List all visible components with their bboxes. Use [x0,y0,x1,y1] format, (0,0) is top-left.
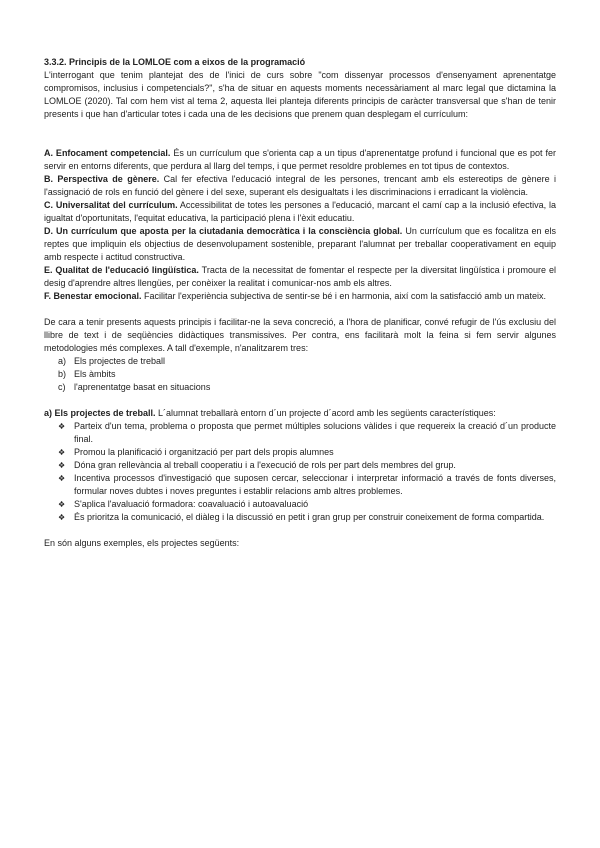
principle-f [44,290,556,303]
list-item-text: Dóna gran rellevància al treball cooperatiu i a l'execució de rols per part dels membres del grup. [74,460,456,470]
list-marker: a) [58,356,67,366]
list-item [44,368,556,381]
list-item-text: S'aplica l'avaluació formadora: coavaluació i autoavaluació [74,499,309,509]
principles-list [44,147,556,303]
principle-title: E. Qualitat de l'educació lingüística. [44,265,199,275]
list-item-text: Incentiva processos d'investigació que suposen cercar, seleccionar i interpretar informació a través de fonts diverses, formular noves dubtes i noves preguntes i establir relacions amb altres problemes. [74,473,556,496]
list-item [44,459,556,472]
principle-text: Un currículum que es focalitza en els reptes que impliquin els objectius de desenvolupament sostenible, preparant l'alumnat per treballar cooperativament en equip amb respecte i actitud constructiva. [44,226,556,262]
list-item [44,498,556,511]
list-item [44,381,556,394]
list-item-text: Promou la planificació i organització per part dels propis alumnes [74,447,334,457]
list-marker: b) [58,369,67,379]
principle-text: Facilitar l'experiència subjectiva de sentir-se bé i en harmonia, així com la satisfacció amb un mateix. [141,291,546,301]
document-page [44,56,556,550]
list-item [44,420,556,446]
projects-intro: L´alumnat treballarà entorn d´un projecte d´acord amb les següents característiques: [155,408,496,418]
diamond-bullet-icon: ❖ [58,461,66,470]
projects-title: a) Els projectes de treball. [44,408,156,418]
principle-title: B. Perspectiva de gènere. [44,174,160,184]
list-item-text: Parteix d'un tema, problema o proposta que permet múltiples solucions vàlides i que requereix la creació d´un producte final. [74,421,556,444]
principle-d [44,225,556,264]
list-item-text: Els àmbits [74,369,116,379]
diamond-bullet-icon: ❖ [58,500,66,509]
principle-title: F. Benestar emocional. [44,291,142,301]
principle-c [44,199,556,225]
projects-paragraph [44,407,556,420]
diamond-bullet-icon: ❖ [58,422,66,431]
diamond-bullet-icon: ❖ [58,513,66,522]
closing-paragraph: En són alguns exemples, els projectes següents: [44,538,240,548]
list-item-text: És prioritza la comunicació, el diàleg i la discussió en petit i gran grup per construir coneixement de forma compartida. [74,512,545,522]
principle-b [44,173,556,199]
principle-title: D. Un currículum que aposta per la ciutadania democràtica i la consciència global. [44,226,403,236]
principle-a [44,147,556,173]
characteristics-list [44,420,556,524]
list-marker: c) [58,382,66,392]
principle-text: Accessibilitat de totes les persones a l'educació, marcant el camí cap a la inclusió efectiva, la igualtat d'oportunitats, l'equitat educativa, la participació plena i l'èxit educatiu. [44,200,556,223]
methodologies-list [44,355,556,394]
principle-text: És un currículum que s'orienta cap a un tipus d'aprenentatge profund i funcional que es pot fer servir en entorns diferents, que perdura al llarg del temps, i que permet resoldre problemes en tot tipus de contextos. [44,148,556,171]
tools-intro-paragraph: De cara a tenir presents aquests principis i facilitar-ne la seva concreció, a l'hora de planificar, convé refugir de l'ús exclusiu del llibre de text i de seqüències didàctiques transmissives. Per contra, ens facilitarà molt la feina si fem servir algunes metodologies més complexes. A tall d'exemple, n'analitzarem tres: [44,317,556,353]
principle-title: A. Enfocament competencial. [44,148,171,158]
list-item-text: Els projectes de treball [74,356,166,366]
principle-e [44,264,556,290]
principle-text: Cal fer efectiva l'educació integral de les persones, trencant amb els estereotips de gènere i l'assignació de rols en funció del gènere i del sexe, superant els desigualtats i les discriminacions i erradicant la violència. [44,174,556,197]
intro-paragraph: L'interrogant que tenim plantejat des de l'inici de curs sobre "com dissenyar processos d'ensenyament aprenentatge compromisos, inclusius i competencials?", s'ha de situar en aquests moments necessàriament al marc legal que dictamina la LOMLOE (2020). Tal com hem vist al tema 2, aquesta llei planteja diferents principis de caràcter transversal que s'han de tenir presents i que han d'articular totes i cada una de les decisions que prenem quan desplegam el currículum: [44,70,556,119]
list-item [44,446,556,459]
list-item [44,472,556,498]
principle-text: Tracta de la necessitat de fomentar el respecte per la diversitat lingüística i promoure el desig d'aprendre altres llengües, per conèixer la realitat i comunicar-nos amb els altres. [44,265,556,288]
list-item-text: l'aprenentatge basat en situacions [74,382,211,392]
list-item [44,355,556,368]
diamond-bullet-icon: ❖ [58,474,66,483]
section-heading: 3.3.2. Principis de la LOMLOE com a eixos de la programació [44,57,306,67]
list-item [44,511,556,524]
principle-title: C. Universalitat del currículum. [44,200,178,210]
diamond-bullet-icon: ❖ [58,448,66,457]
